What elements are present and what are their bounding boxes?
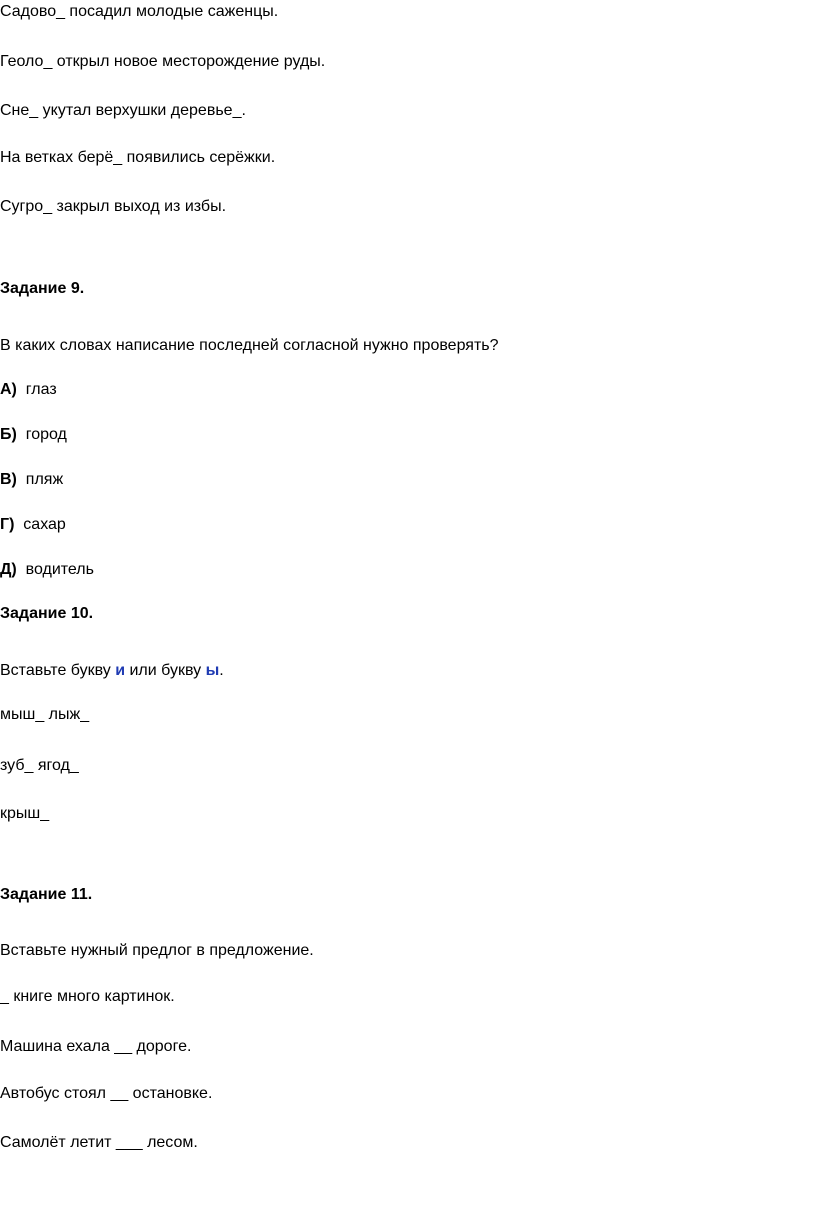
task9-option-b	[0, 425, 67, 445]
task11-sentence-1: _ книге много картинок.	[0, 988, 175, 1005]
sentence-3: Сне_ укутал верхушки деревье_.	[0, 102, 246, 119]
task10-title: Задание 10.	[0, 605, 94, 622]
sentence-2: Геоло_ открыл новое месторождение руды.	[0, 53, 326, 70]
task11-sentence-3: Автобус стоял __ остановке.	[0, 1085, 213, 1102]
option-letter: В)	[0, 471, 17, 488]
option-letter: А)	[0, 381, 17, 398]
task10-instruction	[0, 661, 224, 681]
sentence-4: На ветках берё_ появились серёжки.	[0, 149, 276, 166]
instruction-text: или букву	[125, 662, 206, 679]
task10-words-1: мыш_ лыж_	[0, 706, 90, 723]
task9-title: Задание 9.	[0, 280, 85, 297]
option-letter: Б)	[0, 426, 17, 443]
sentence-1: Садово_ посадил молодые саженцы.	[0, 3, 279, 20]
task9-option-d	[0, 560, 94, 580]
option-word: пляж	[25, 471, 64, 488]
instruction-text: Вставьте букву	[0, 662, 116, 679]
task9-option-v	[0, 470, 63, 490]
sentence-5: Сугро_ закрыл выход из избы.	[0, 198, 227, 215]
option-word: город	[25, 426, 67, 443]
task9-question: В каких словах написание последней согласной нужно проверять?	[0, 337, 499, 354]
task11-sentence-2: Машина ехала __ дороге.	[0, 1038, 192, 1055]
instruction-text: .	[219, 662, 224, 679]
letter-i: и	[115, 662, 126, 679]
task9-option-g	[0, 515, 66, 535]
letter-y: ы	[205, 662, 220, 679]
task9-option-a	[0, 380, 57, 400]
task11-instruction: Вставьте нужный предлог в предложение.	[0, 942, 314, 959]
task10-words-3: крыш_	[0, 805, 50, 822]
option-word: глаз	[25, 381, 57, 398]
option-letter: Г)	[0, 516, 15, 533]
option-letter: Д)	[0, 561, 17, 578]
task10-words-2: зуб_ ягод_	[0, 757, 79, 774]
option-word: сахар	[23, 516, 66, 533]
task11-title: Задание 11.	[0, 886, 93, 903]
option-word: водитель	[25, 561, 94, 578]
task11-sentence-4: Самолёт летит ___ лесом.	[0, 1134, 198, 1151]
